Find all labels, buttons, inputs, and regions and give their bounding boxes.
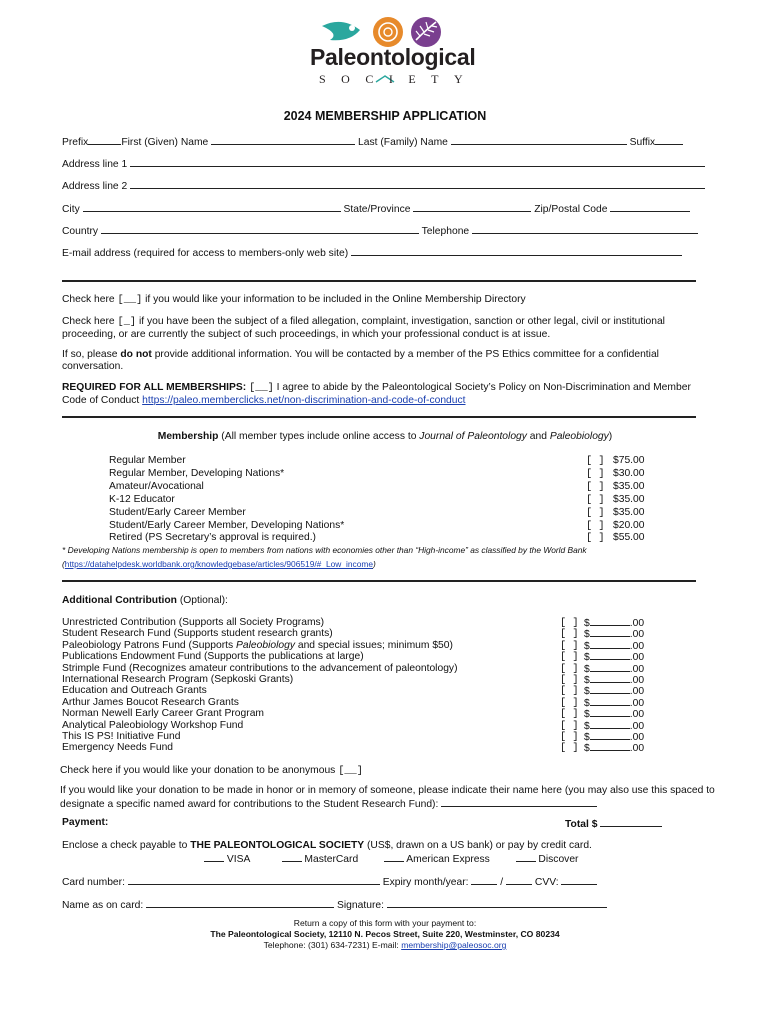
discover-field[interactable] [516,852,536,862]
expiry-label: Expiry month/year: [382,877,469,888]
contribution-checkbox[interactable]: [ ] [560,617,579,629]
contribution-label [62,640,453,651]
currency-symbol: $ [584,697,590,709]
footer [0,918,770,951]
footer-address: The Paleontological Society, 12110 N. Pecos Street, Suite 220, Westminster, CO 80234 [210,929,560,939]
currency-symbol: $ [584,709,590,721]
contribution-cents: .00 [629,697,645,709]
enclose-row [62,840,592,851]
anonymous-label: Check here if you would like your donation to be anonymous [60,765,339,776]
contribution-cents: .00 [629,629,645,641]
card-number-label: Card number: [62,877,125,888]
contribution-amount-field[interactable] [590,663,630,672]
contribution-amount-field[interactable] [590,651,630,660]
contribution-label: Strimple Fund (Recognizes amateur contributions to the advancement of paleontology) [62,662,458,674]
footer-line1: Return a copy of this form with your payment to: [293,918,477,928]
expiry-separator: / [500,877,504,888]
mastercard-field[interactable] [282,852,302,862]
enclose-text-b: (US$, drawn on a US bank) or pay by credit card. [364,840,592,851]
suffix-field[interactable] [655,135,683,145]
ethics-checkbox[interactable]: [_] [117,316,137,328]
membership-checkbox[interactable]: [ ] [586,480,605,493]
membership-label: Retired (PS Secretary’s approval is required.) [109,532,316,544]
contribution-amount-field[interactable] [590,628,630,637]
name-on-card-label: Name as on card: [62,900,144,911]
membership-price: $35.00 [613,480,645,492]
worldbank-link[interactable]: https://datahelpdesk.worldbank.org/knowledgebase/articles/906519/#_Low_income [64,559,374,569]
contribution-cents: .00 [629,663,645,675]
currency-symbol: $ [584,663,590,675]
email-field[interactable] [351,246,682,256]
currency-symbol: $ [584,732,590,743]
first-name-field[interactable] [211,135,355,145]
contribution-checkbox[interactable]: [ ] [560,719,579,732]
directory-checkbox[interactable]: [__] [117,294,143,306]
membership-price: $35.00 [613,506,645,518]
currency-symbol: $ [584,618,590,629]
required-paragraph [62,382,712,406]
contribution-checkbox[interactable]: [ ] [560,742,579,755]
membership-price: $35.00 [613,493,645,505]
footnote-paren-open: ( [62,559,65,569]
contribution-amount-field[interactable] [590,731,630,740]
contribution-label: Emergency Needs Fund [62,742,174,754]
mastercard-label: MasterCard [304,854,359,865]
contribution-cents: .00 [629,720,645,732]
name-row [62,135,683,148]
state-field[interactable] [413,202,531,212]
address1-label: Address line 1 [62,159,128,170]
anonymous-row [60,765,363,777]
contribution-cents: .00 [629,743,645,755]
address1-field[interactable] [130,157,705,167]
payee-name: THE PALEONTOLOGICAL SOCIETY [190,840,365,851]
contribution-amount-field[interactable] [590,708,630,717]
city-field[interactable] [83,202,341,212]
contribution-label-italic: Paleobiology [236,639,295,651]
section-divider [62,416,696,418]
contribution-cents: .00 [629,686,645,698]
total-label: Total $ [565,819,598,830]
currency-symbol: $ [584,652,590,664]
membership-checkbox[interactable]: [ ] [586,455,605,467]
ethics-label-prefix: Check here [62,316,118,327]
country-field[interactable] [101,224,419,234]
address2-label: Address line 2 [62,181,128,192]
contribution-amount [584,651,644,663]
contribution-cents: .00 [629,652,645,664]
email-label: E-mail address (required for access to members-only web site) [62,248,349,259]
contribution-amount [584,697,644,709]
currency-symbol: $ [584,675,590,686]
signature-label: Signature: [337,900,384,911]
contribution-label: Norman Newell Early Career Grant Program [62,708,264,720]
honor-name-field[interactable] [441,797,597,807]
address2-field[interactable] [130,179,705,189]
journal-paleobiology: Paleobiology [549,431,609,442]
membership-intro-a: (All member types include online access to [218,431,420,442]
country-row [62,224,698,237]
contribution-checkbox[interactable]: [ ] [560,708,579,721]
zip-field[interactable] [610,202,690,212]
directory-row [62,294,526,306]
contribution-label-a: Paleobiology Patrons Fund (Supports [62,639,237,651]
logo-wordmark: Paleontological [310,44,476,70]
ethics-note [62,349,712,372]
page-title: 2024 MEMBERSHIP APPLICATION [283,109,487,123]
contribution-amount [584,731,644,743]
footnote-link-line [62,557,722,571]
membership-label: Student/Early Career Member [109,506,246,518]
city-row [62,202,690,215]
telephone-field[interactable] [472,224,698,234]
contribution-checkbox[interactable]: [ ] [560,674,579,686]
contribution-amount [584,685,644,697]
address2-row [62,179,705,192]
city-label: City [62,204,80,215]
contribution-amount [584,617,644,629]
membership-checkbox[interactable]: [ ] [586,467,605,480]
country-label: Country [62,226,99,237]
total-row [565,817,662,830]
ethics-label: if you have been the subject of a filed allegation, complaint, investigation, sanction or other legal, civil or institutional proceeding, or are currently the subject of such proceedings, in which your professional conduct is at issue. [62,316,665,340]
contribution-cents: .00 [629,675,645,686]
required-text: I agree to abide by the Paleontological Society’s Policy on Non-Discrimination and Member Code of Conduct [62,382,691,406]
membership-checkbox[interactable]: [ ] [586,519,605,532]
membership-checkbox[interactable]: [ ] [586,532,605,545]
required-label: REQUIRED FOR ALL MEMBERSHIPS: [62,382,247,393]
card-number-field[interactable] [128,875,380,885]
discover-label: Discover [538,854,579,865]
membership-title: Membership [157,431,219,442]
contribution-amount-field[interactable] [590,697,630,706]
agree-checkbox[interactable]: [__] [249,382,274,394]
contribution-cents: .00 [629,709,645,721]
anonymous-checkbox[interactable]: [__] [338,765,363,777]
membership-label: K-12 Educator [109,493,175,505]
amex-field[interactable] [384,852,404,862]
contribution-cents: .00 [629,640,645,652]
contribution-amount-field[interactable] [590,617,630,626]
contribution-checkbox[interactable]: [ ] [560,731,579,743]
contribution-amount-field[interactable] [590,742,630,751]
currency-symbol: $ [584,629,590,641]
suffix-label: Suffix [629,137,656,148]
membership-label: Regular Member [109,455,186,466]
ethics-paragraph [62,316,712,340]
directory-label: if you would like your information to be included in the Online Membership Directory [142,294,526,305]
contribution-amount [584,674,644,686]
contribution-amount [584,663,644,675]
contribution-label: Analytical Paleobiology Workshop Fund [62,719,244,731]
membership-heading [0,431,770,442]
signature-field[interactable] [387,898,607,908]
section-divider [62,580,696,582]
contribution-amount [584,742,644,754]
prefix-field[interactable] [88,135,121,145]
contribution-checkbox[interactable]: [ ] [560,685,579,698]
membership-price: $55.00 [613,532,645,544]
contribution-amount [584,628,644,640]
contribution-label: Arthur James Boucot Research Grants [62,696,239,708]
footnote-text: * Developing Nations membership is open to members from nations with economies other than “High-income” as classified by the World Bank [62,545,587,555]
footnote-paren-close: ) [373,559,376,569]
membership-label: Amateur/Avocational [109,480,204,492]
membership-intro-b: and [526,431,550,442]
honor-label: If you would like your donation to be made in honor or in memory of someone, please indicate their name here (you may also use this spaced to designate a specific named award for contributions to the Student Research Fund): [60,785,715,810]
contribution-amount-field[interactable] [590,720,630,729]
directory-label-prefix: Check here [62,294,118,305]
address1-row [62,157,705,170]
contribution-cents: .00 [629,732,645,743]
expiry-month-field[interactable] [471,875,497,885]
currency-symbol: $ [584,686,590,698]
visa-label: VISA [226,854,250,865]
membership-intro-c: ) [608,431,613,442]
contribution-heading [62,595,228,606]
membership-checkbox[interactable]: [ ] [586,493,605,506]
contribution-amount-field[interactable] [590,674,630,683]
membership-price: $20.00 [613,519,645,531]
card-number-row [62,875,597,888]
membership-price: $30.00 [613,467,645,479]
payment-label: Payment: [62,817,109,828]
contribution-label: Unrestricted Contribution (Supports all Society Programs) [62,617,325,628]
contribution-label: Education and Outreach Grants [62,685,207,697]
contribution-optional: (Optional): [176,595,228,606]
footer-email-link[interactable]: membership@paleosoc.org [401,940,507,950]
telephone-label: Telephone [421,226,470,237]
membership-checkbox[interactable]: [ ] [586,506,605,519]
contribution-amount [584,640,644,652]
membership-label: Student/Early Career Member, Developing Nations* [109,519,345,531]
contribution-checkbox[interactable]: [ ] [560,651,579,664]
contribution-title: Additional Contribution [62,595,177,606]
contribution-label: International Research Program (Sepkoski Grants) [62,674,294,685]
ethics-note-c: provide additional information. You will be contacted by a member of the PS Ethics committee for a confidential conversation. [62,349,659,372]
contribution-checkbox[interactable]: [ ] [560,662,579,675]
amex-label: American Express [406,854,490,865]
enclose-text-a: Enclose a check payable to [62,840,191,851]
contribution-amount-field[interactable] [590,640,630,649]
contribution-cents: .00 [629,618,645,629]
honor-paragraph [60,785,715,810]
visa-field[interactable] [204,852,224,862]
journal-jpaleo: Journal of Paleontology [419,431,527,442]
first-name-label: First (Given) Name [121,137,209,148]
membership-label: Regular Member, Developing Nations* [109,467,285,479]
state-label: State/Province [343,204,411,215]
footer-phone: Telephone: (301) 634-7231) E-mail: [263,940,402,950]
total-field[interactable] [600,817,662,827]
contribution-label: Publications Endowment Fund (Supports the publications at large) [62,651,364,663]
contribution-checkbox[interactable]: [ ] [560,628,579,641]
email-row [62,246,682,259]
section-divider [62,280,696,282]
membership-footnote [62,543,722,571]
last-name-label: Last (Family) Name [358,137,448,148]
expiry-year-field[interactable] [506,875,532,885]
zip-label: Zip/Postal Code [534,204,608,215]
contribution-checkbox[interactable]: [ ] [560,639,579,652]
membership-price: $75.00 [613,455,645,466]
cvv-field[interactable] [561,875,597,885]
last-name-field[interactable] [451,135,627,145]
contribution-amount [584,720,644,732]
footer-contact [0,940,770,951]
ethics-note-a: If so, please [62,349,121,360]
card-type-row [204,852,578,865]
currency-symbol: $ [584,743,590,755]
currency-symbol: $ [584,640,590,652]
code-of-conduct-link[interactable]: https://paleo.memberclicks.net/non-discrimination-and-code-of-conduct [142,394,466,406]
cvv-label: CVV: [534,877,559,888]
name-signature-row [62,898,607,911]
contribution-label-b: and special issues; minimum $50) [294,639,453,651]
contribution-amount-field[interactable] [590,685,630,694]
prefix-label: Prefix [62,137,89,148]
contribution-label: This IS PS! Initiative Fund [62,731,181,742]
contribution-checkbox[interactable]: [ ] [560,696,579,709]
contribution-amount [584,708,644,720]
logo-society: SOCIETY [319,72,479,86]
contribution-label: Student Research Fund (Supports student research grants) [62,628,333,640]
currency-symbol: $ [584,720,590,732]
name-on-card-field[interactable] [146,898,334,908]
ethics-note-bold: do not [120,349,152,360]
